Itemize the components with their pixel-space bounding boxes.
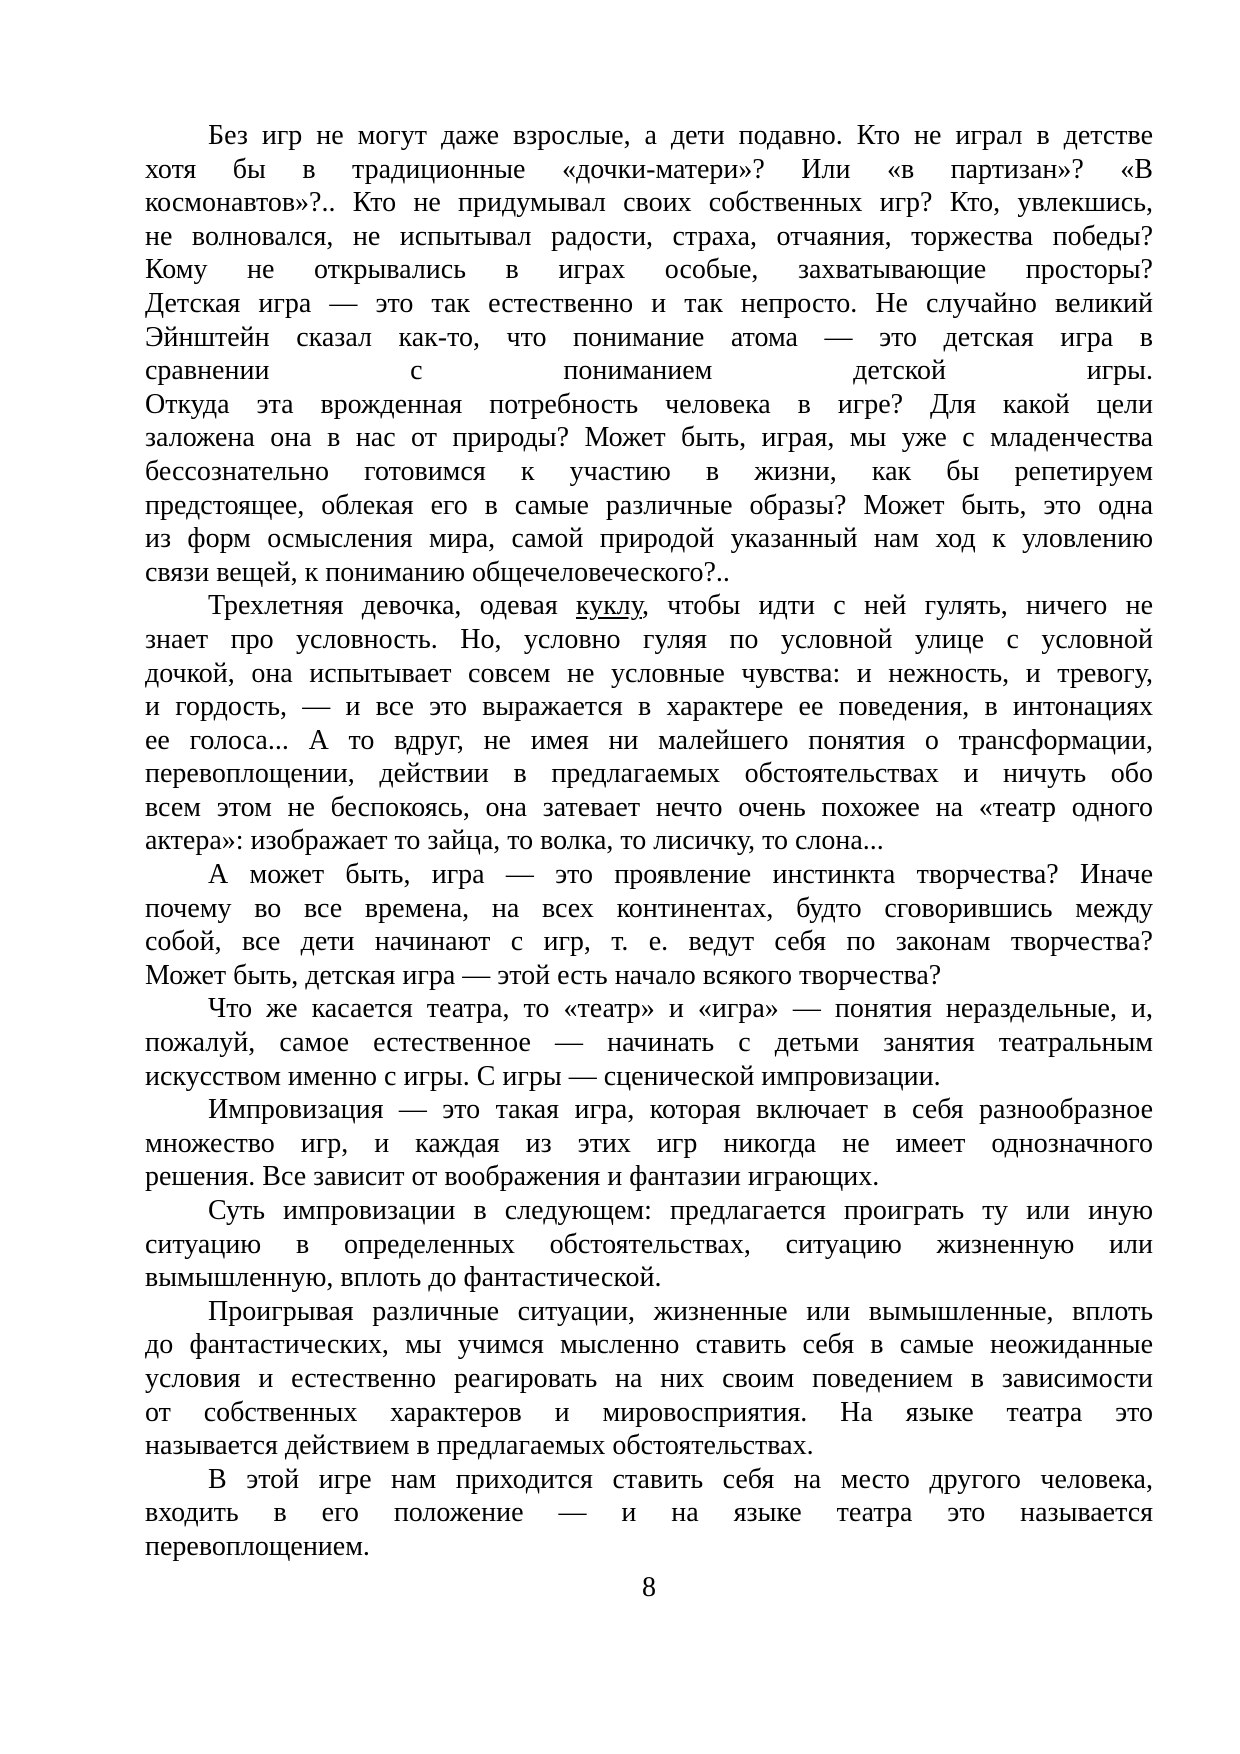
text-line: [145, 1127, 1153, 1161]
paragraph: [145, 992, 1153, 1093]
text-run: ситуацию в определенных обстоятельствах, ситуацию жизненную или: [145, 1228, 1153, 1260]
text-run: Эйнштейн сказал как-то, что понимание атома — это детская игра в: [145, 321, 1153, 353]
text-run: до фантастических, мы учимся мысленно ставить себя в самые неожиданные: [145, 1329, 1153, 1361]
text-line: [145, 119, 1153, 153]
text-run: почему во все времена, на всех континентах, будто сговорившись между: [145, 892, 1153, 924]
text-run: искусством именно с игры. С игры — сценической импровизации.: [145, 1060, 941, 1092]
text-run: условия и естественно реагировать на них своим поведением в зависимости: [145, 1362, 1153, 1394]
paragraph: [145, 119, 1153, 589]
text-run: Суть импровизации в следующем: предлагается проиграть ту или иную: [208, 1195, 1153, 1226]
underlined-word: куклу: [576, 590, 642, 622]
text-run: Кому не открывались в играх особые, захватывающие просторы?: [145, 254, 1153, 286]
text-run: множество игр, и каждая из этих игр никогда не имеет однозначного: [145, 1127, 1153, 1159]
text-run: вымышленную, вплоть до фантастической.: [145, 1262, 662, 1294]
text-run: Может быть, детская игра — этой есть начало всякого творчества?: [145, 959, 942, 991]
text-line: [145, 791, 1153, 825]
text-run: из форм осмысления мира, самой природой указанный нам ход к уловлению: [145, 523, 1153, 555]
text-run: заложена она в нас от природы? Может быть, играя, мы уже с младенчества: [145, 422, 1153, 454]
text-run: , чтобы идти с ней гулять, ничего не: [641, 590, 1153, 622]
text-run: бессознательно готовимся к участию в жизни, как бы репетируем: [145, 455, 1153, 487]
text-line: [145, 1026, 1153, 1060]
text-line: [145, 153, 1153, 187]
text-run: не волновался, не испытывал радости, страха, отчаяния, торжества победы?: [145, 220, 1153, 252]
text-line: [145, 1328, 1153, 1362]
text-run: сравнении с пониманием детской игры.: [145, 355, 1153, 387]
text-line: [145, 1463, 1153, 1497]
paragraph: [145, 1295, 1153, 1463]
text-line: [145, 623, 1153, 657]
text-line: [145, 757, 1153, 791]
text-line: [145, 1228, 1153, 1262]
text-run: решения. Все зависит от воображения и фантазии играющих.: [145, 1161, 880, 1193]
text-run: космонавтов»?.. Кто не придумывал своих собственных игр? Кто, увлекшись,: [145, 187, 1153, 219]
text-run: А может быть, игра — это проявление инстинкта творчества? Иначе: [208, 859, 1153, 891]
text-run: Без игр не могут даже взрослые, а дети подавно. Кто не играл в детстве: [208, 120, 1153, 151]
text-run: предстоящее, облекая его в самые различные образы? Может быть, это одна: [145, 489, 1153, 521]
text-line: [145, 287, 1153, 321]
text-line: [145, 455, 1153, 489]
text-line: [145, 556, 1153, 590]
text-run: всем этом не беспокоясь, она затевает нечто очень похожее на «театр одного: [145, 791, 1153, 823]
text-block: [145, 119, 1153, 1564]
text-run: от собственных характеров и мировосприятия. На языке театра это: [145, 1396, 1153, 1428]
text-run: входить в его положение — и на языке театра это называется: [145, 1497, 1153, 1529]
text-run: собой, все дети начинают с игр, т. е. ведут себя по законам творчества?: [145, 926, 1153, 958]
text-line: [145, 1160, 1153, 1194]
text-line: [145, 253, 1153, 287]
text-line: [145, 186, 1153, 220]
paragraph: [145, 1093, 1153, 1194]
text-line: [145, 1261, 1153, 1295]
text-run: пожалуй, самое естественное — начинать с детьми занятия театральным: [145, 1027, 1153, 1059]
text-run: перевоплощением.: [145, 1530, 370, 1562]
text-line: [145, 959, 1153, 993]
page-number: 8: [642, 1572, 656, 1603]
text-run: связи вещей, к пониманию общечеловеческого?..: [145, 556, 730, 588]
text-line: [145, 1295, 1153, 1329]
text-line: [145, 892, 1153, 926]
text-run: называется действием в предлагаемых обстоятельствах.: [145, 1430, 814, 1462]
text-line: [145, 1362, 1153, 1396]
text-line: [145, 1530, 1153, 1564]
text-line: [145, 489, 1153, 523]
text-run: Импровизация — это такая игра, которая включает в себя разнообразное: [208, 1094, 1153, 1126]
text-run: Откуда эта врожденная потребность человека в игре? Для какой цели: [145, 388, 1153, 420]
text-run: Трехлетняя девочка, одевая: [208, 590, 576, 622]
text-line: [145, 992, 1153, 1026]
paragraph: [145, 1194, 1153, 1295]
text-line: [145, 220, 1153, 254]
text-line: [145, 1429, 1153, 1463]
paragraph: [145, 858, 1153, 992]
paragraph: [145, 589, 1153, 858]
text-run: дочкой, она испытывает совсем не условные чувства: и нежность, и тревогу,: [145, 657, 1153, 689]
text-run: Проигрывая различные ситуации, жизненные или вымышленные, вплоть: [208, 1295, 1153, 1327]
text-line: [145, 1060, 1153, 1094]
paragraph: [145, 1463, 1153, 1564]
text-line: [145, 354, 1153, 388]
text-line: [145, 421, 1153, 455]
text-line: [145, 824, 1153, 858]
text-run: Что же касается театра, то «театр» и «игра» — понятия нераздельные, и,: [208, 993, 1153, 1025]
text-line: [145, 1194, 1153, 1228]
text-run: и гордость, — и все это выражается в характере ее поведения, в интонациях: [145, 691, 1153, 723]
text-line: [145, 589, 1153, 623]
text-run: Детская игра — это так естественно и так непросто. Не случайно великий: [145, 287, 1153, 319]
text-line: [145, 858, 1153, 892]
text-line: [145, 724, 1153, 758]
text-line: [145, 925, 1153, 959]
text-run: знает про условность. Но, условно гуляя по условной улице с условной: [145, 623, 1153, 655]
text-run: ее голоса... А то вдруг, не имея ни малейшего понятия о трансформации,: [145, 724, 1153, 756]
text-line: [145, 1093, 1153, 1127]
text-run: хотя бы в традиционные «дочки-матери»? Или «в партизан»? «В: [145, 153, 1153, 185]
text-line: [145, 1396, 1153, 1430]
text-line: [145, 522, 1153, 556]
text-run: актера»: изображает то зайца, то волка, то лисичку, то слона...: [145, 825, 884, 857]
text-line: [145, 657, 1153, 691]
text-line: [145, 690, 1153, 724]
text-run: В этой игре нам приходится ставить себя на место другого человека,: [208, 1463, 1153, 1495]
text-line: [145, 1496, 1153, 1530]
text-line: [145, 321, 1153, 355]
text-run: перевоплощении, действии в предлагаемых обстоятельствах и ничуть обо: [145, 758, 1153, 790]
text-line: [145, 388, 1153, 422]
